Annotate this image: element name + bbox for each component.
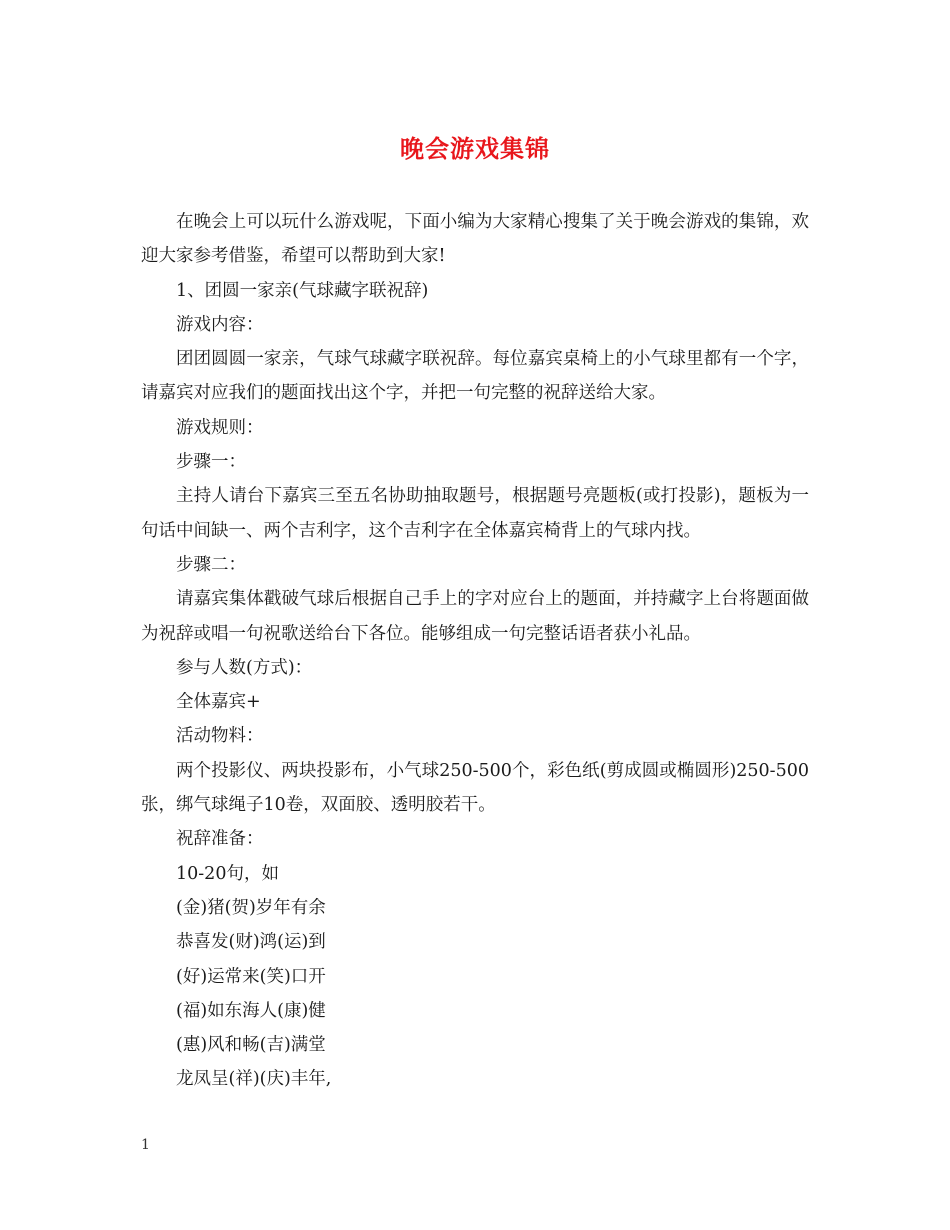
paragraph-step-one: 主持人请台下嘉宾三至五名协助抽取题号，根据题号亮题板(或打投影)，题板为一句话中间缺一、两个吉利字，这个吉利字在全体嘉宾椅背上的气球内找。 [141,486,809,541]
blessing-line: (金)猪(贺)岁年有余 [176,897,326,918]
paragraph-blessings-count: 10-20句，如 [176,863,279,884]
paragraph-materials: 两个投影仪、两块投影布，小气球250-500个，彩色纸(剪成圆或椭圆形)250-500张，绑气球绳子10卷，双面胶、透明胶若干。 [141,760,809,816]
paragraph-content-label: 游戏内容： [176,314,264,335]
paragraph-blessings-label: 祝辞准备： [176,829,264,850]
paragraph-rules-label: 游戏规则： [176,417,264,438]
paragraph-participants-label: 参与人数(方式)： [176,657,313,678]
blessing-line: (好)运常来(笑)口开 [176,966,326,987]
document-body [141,205,809,1097]
paragraph-content: 团团圆圆一家亲，气球气球藏字联祝辞。每位嘉宾桌椅上的小气球里都有一个字，请嘉宾对应我们的题面找出这个字，并把一句完整的祝辞送给大家。 [141,349,809,404]
blessing-line: 龙凤呈(祥)(庆)丰年, [176,1069,332,1090]
paragraph-step-two: 请嘉宾集体戳破气球后根据自己手上的字对应台上的题面，并持藏字上台将题面做为祝辞或唱一句祝歌送给台下各位。能够组成一句完整话语者获小礼品。 [141,589,809,644]
page-number: 1 [141,1137,150,1153]
paragraph-game-heading: 1、团圆一家亲(气球藏字联祝辞) [176,280,429,301]
blessing-line: 恭喜发(财)鸿(运)到 [176,932,326,953]
paragraph-materials-label: 活动物料： [176,726,264,747]
paragraph-step-one-label: 步骤一： [176,452,246,473]
blessing-line: (惠)风和畅(吉)满堂 [176,1035,326,1056]
paragraph-step-two-label: 步骤二： [176,554,246,575]
blessing-line: (福)如东海人(康)健 [176,1000,326,1021]
paragraph-intro: 在晚会上可以玩什么游戏呢，下面小编为大家精心搜集了关于晚会游戏的集锦，欢迎大家参考借鉴，希望可以帮助到大家! [141,212,809,267]
page-title: 晚会游戏集锦 [400,134,550,163]
paragraph-participants: 全体嘉宾+ [176,692,261,713]
